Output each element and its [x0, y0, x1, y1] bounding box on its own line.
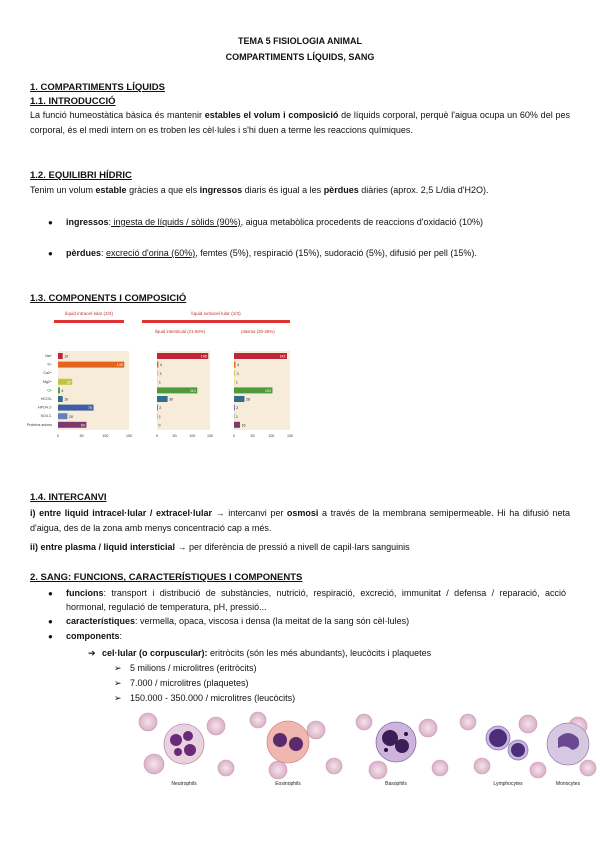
axis-tick-label: 50	[79, 434, 84, 438]
bar-value-label: 2	[236, 406, 239, 411]
bar-value-label: 145	[200, 354, 207, 359]
label-basophils: Basophils	[385, 781, 407, 787]
bar-value-label: 3	[236, 371, 239, 376]
axis-tick-label: 150	[207, 434, 213, 438]
bar-value-label: 0	[158, 423, 161, 428]
chart-sub-left: líquid intersticial (21-80%)	[154, 329, 206, 334]
bar-value-label: 4	[61, 389, 64, 393]
bar	[157, 370, 158, 376]
section-1-1-heading: 1.1. INTRODUCCIÓ	[30, 96, 116, 107]
bar-value-label: 1	[158, 380, 161, 385]
axis-tick-label: 0	[57, 434, 59, 438]
monocyte-cell	[547, 723, 589, 765]
category-label: Na+	[45, 354, 52, 358]
leukocytes-image	[138, 708, 598, 788]
bar-value-label: 103	[264, 389, 271, 393]
axis-tick-label: 100	[189, 434, 196, 438]
bullet-dot: ●	[48, 617, 53, 626]
neutrophil-cell	[164, 724, 204, 764]
arrow-marker: ➔	[88, 648, 96, 658]
bar-value-label: 1	[158, 414, 161, 419]
bar	[58, 353, 63, 359]
label-monocytes: Monocytes	[555, 781, 581, 787]
bar-value-label: 4	[159, 363, 162, 368]
category-label: HPO4 2-	[38, 405, 52, 410]
axis-tick-label: 0	[233, 434, 235, 438]
bar-value-label: 114	[190, 389, 196, 393]
section-1-4-heading: 1.4. INTERCANVI	[30, 492, 107, 503]
red-blood-cells-background	[139, 712, 596, 779]
section-1-4-exchange-i: i) entre liquid intracel·lular / extracel·lular → intercanvi per osmosi a través de la membrana semipermeable. Hi ha difusió neta d'aigua, des de la zona amb menys concentració cap a més.	[30, 508, 570, 533]
bar	[234, 396, 244, 402]
count-erythrocytes: 5 milions / microlitres (eritròcits)	[130, 663, 257, 673]
axis-tick-label: 100	[102, 434, 109, 438]
category-label: SO4 2-	[40, 414, 52, 419]
bar-value-label: 1	[235, 380, 238, 385]
section-2-heading: 2. SANG: FUNCIONS, CARACTERÍSTIQUES I COMPONENTS	[30, 572, 303, 583]
count-platelets: 7.000 / microlitres (plaquetes)	[130, 678, 249, 688]
axis-tick-label: 150	[287, 434, 293, 438]
eosinophil-cell	[267, 721, 309, 763]
bullet-funcions: funcions: transport i distribució de substàncies, nutrició, respiració, excreció, immunitat / defensa / reparació, acció hormonal, regulació de temperatura, pH, pressió...	[66, 588, 566, 612]
doc-title-line2: COMPARTIMENTS LÍQUIDS, SANG	[225, 52, 375, 62]
bar	[58, 387, 60, 393]
bar	[234, 405, 235, 411]
bullet-dot: ●	[48, 249, 53, 258]
bar	[58, 362, 124, 368]
section-1-2-paragraph: Tenim un volum estable gràcies a que els ingressos diaris és igual a les pèrdues diàries (aprox. 2,5 L/dia d'H2O).	[30, 185, 489, 195]
chart-sub-right: plasma (20-25%)	[241, 329, 275, 334]
sub-bullet-arrow: ➢	[114, 663, 122, 673]
bar-value-label: 16	[241, 423, 246, 428]
bar-value-label: 75	[88, 406, 92, 411]
bullet-caracteristiques: característiques: vermella, opaca, viscosa i densa (la meitat de la sang són cèl·lules)	[66, 616, 410, 626]
basophil-cell	[376, 722, 416, 762]
bar-value-label: 1	[235, 414, 238, 419]
header-bar-extracellular	[142, 320, 290, 323]
bar	[234, 370, 235, 376]
bar	[157, 396, 168, 402]
category-label: Cl-	[47, 388, 52, 393]
bar-value-label: 142	[279, 354, 286, 359]
bar-value-label: 30	[169, 397, 174, 402]
bar-value-label: 10	[64, 397, 69, 402]
lymphocyte-cells	[486, 726, 528, 760]
bar-value-label: 30	[66, 380, 71, 385]
label-eosinophils: Eosinophils	[275, 781, 301, 787]
cellular-component: cel·lular (o corpuscular): eritròcits (són les més abundants), leucòcits i plaquetes	[102, 648, 432, 658]
bar-value-label: 28	[245, 397, 250, 402]
chart-header-right: líquid extracel·lular (1/3)	[191, 311, 241, 316]
label-neutrophils: Neutrophils	[171, 781, 197, 787]
bullet-perdues: pèrdues: excreció d'orina (60%), femtes (5%), respiració (15%), sudoració (5%), difusió per pell (15%).	[66, 248, 477, 258]
bar	[234, 422, 240, 428]
bullet-dot: ●	[48, 218, 53, 227]
bar-value-label: 3	[159, 371, 162, 376]
sub-bullet-arrow: ➢	[114, 678, 122, 688]
axis-tick-label: 50	[172, 434, 177, 438]
section-1-4-exchange-ii: ii) entre plasma / liquid intersticial → per diferència de pressió a nivell de capil·lars sanguinis	[30, 542, 410, 552]
chart-header-left: líquid intracel·lular (2/3)	[65, 311, 113, 316]
sub-bullet-arrow: ➢	[114, 693, 122, 703]
category-label: Proteïna anions	[26, 422, 52, 427]
section-1-2-heading: 1.2. EQUILIBRI HÍDRIC	[30, 170, 132, 181]
doc-title-line1: TEMA 5 FISIOLOGIA ANIMAL	[238, 36, 362, 46]
section-1-1-paragraph: La funció humeostàtica bàsica és mantenir estables el volum i composició de líquids corporal, perquè l'aigua ocupa un 60% del pes corporal, és el medi intern on es troben les cèl·lules i s'hi duen a terme les reaccions químiques.	[30, 110, 570, 135]
bar-value-label: 10	[64, 354, 69, 359]
bar	[234, 362, 235, 368]
bullet-dot: ●	[48, 589, 53, 598]
axis-tick-label: 100	[268, 434, 275, 438]
label-lymphocytes: Lymphocytes	[493, 781, 523, 787]
bar-value-label: 140	[116, 363, 123, 368]
category-label: K+	[47, 362, 52, 367]
axis-tick-label: 150	[126, 434, 132, 438]
bar	[58, 396, 63, 402]
header-bar-intracellular	[54, 320, 124, 323]
bar	[157, 405, 158, 411]
bar-value-label: 60	[80, 423, 85, 428]
section-1-3-heading: 1.3. COMPONENTS I COMPOSICIÓ	[30, 293, 187, 304]
axis-tick-label: 0	[156, 434, 158, 438]
bar-value-label: 2	[159, 406, 162, 411]
bullet-dot: ●	[48, 632, 53, 641]
category-label: HCO3-	[40, 397, 52, 401]
category-label: Mg2+	[42, 379, 52, 384]
bar	[157, 362, 158, 368]
bar	[58, 413, 67, 419]
category-label: Ca2+	[43, 371, 52, 376]
bar-value-label: 4	[236, 363, 239, 368]
composition-chart	[26, 306, 293, 443]
bullet-components: components:	[66, 631, 123, 641]
count-leukocytes: 150.000 - 350.000 / microlitres (leucòcits)	[130, 693, 296, 703]
section-1-heading: 1. COMPARTIMENTS LÍQUIDS	[30, 82, 165, 93]
axis-tick-label: 50	[250, 434, 255, 438]
bar-value-label: 20	[68, 414, 73, 419]
bullet-ingressos: ingressos: ingesta de líquids / sòlids (90%), aigua metabòlica procedents de reaccions d'oxidació (10%)	[66, 217, 483, 227]
